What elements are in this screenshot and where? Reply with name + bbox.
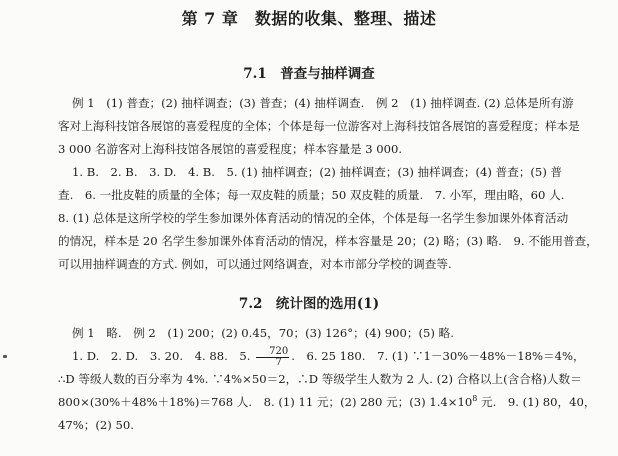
section-7-1-answers: [46, 92, 598, 276]
answer-line: 查. 6. 一批皮鞋的质量的全体；每一双皮鞋的质量；50 双皮鞋的质量. 7. 小军，理由略，60 人.: [58, 188, 565, 202]
fraction: [256, 347, 289, 368]
margin-mark: [3, 355, 7, 358]
fraction-denominator: 7: [275, 356, 282, 368]
answer-line: 例 1 略. 例 2 (1) 200；(2) 0.45，70；(3) 126°；(4) 900；(5) 略.: [72, 326, 454, 340]
section-7-2-answers: [46, 322, 598, 437]
answer-text: 800×(30%＋48%＋18%)＝768 人. 8. (1) 11 元；(2) 280 元；(3) 1.4×10: [58, 395, 473, 409]
section-title-7-1: 7.1 普查与抽样调查: [243, 66, 375, 82]
exponent: 8: [472, 394, 478, 404]
answer-text: . 6. 25 180. 7. (1) ∵1－30%－48%－18%＝4%，: [291, 349, 585, 363]
answer-line: 的情况，样本是 20 名学生参加课外体育活动的情况，样本容量是 20；(2) 略；(3) 略. 9. 不能用普查，: [58, 234, 598, 248]
answer-line: 例 1 (1) 普查；(2) 抽样调查；(3) 普查；(4) 抽样调查. 例 2 (1) 抽样调查. (2) 总体是所有游: [72, 96, 574, 110]
answer-text: 元. 9. (1) 80，40，: [477, 395, 596, 409]
answer-line: 3 000 名游客对上海科技馆各展馆的喜爱程度；样本容量是 3 000.: [58, 142, 403, 156]
answer-text: 1. D. 2. D. 3. 20. 4. 88. 5.: [72, 349, 255, 363]
answer-line: 可以用抽样调查的方式. 例如，可以通过网络调查，对本市部分学校的调查等.: [58, 257, 452, 271]
fraction-numerator: 720: [256, 347, 289, 358]
answer-line: 客对上海科技馆各展馆的喜爱程度的全体；个体是每一位游客对上海科技馆各展馆的喜爱程度；样本是: [58, 119, 580, 133]
answer-line: 8. (1) 总体是这所学校的学生参加课外体育活动的情况的全体，个体是每一名学生参加课外体育活动: [58, 211, 569, 225]
answer-line: ∴D 等级人数的百分率为 4%. ∵4%×50＝2，∴D 等级学生人数为 2 人. (2) 合格以上(含合格)人数＝: [58, 372, 582, 386]
answer-line: [46, 391, 598, 414]
answer-line: 47%；(2) 50.: [58, 418, 134, 432]
chapter-title: 第 7 章 数据的收集、整理、描述: [181, 9, 437, 28]
answer-line: [46, 345, 598, 368]
section-title-7-2: 7.2 统计图的选用(1): [238, 296, 380, 312]
answer-line: 1. B. 2. B. 3. D. 4. B. 5. (1) 抽样调查；(2) 抽样调查；(3) 抽样调查；(4) 普查；(5) 普: [72, 165, 563, 179]
